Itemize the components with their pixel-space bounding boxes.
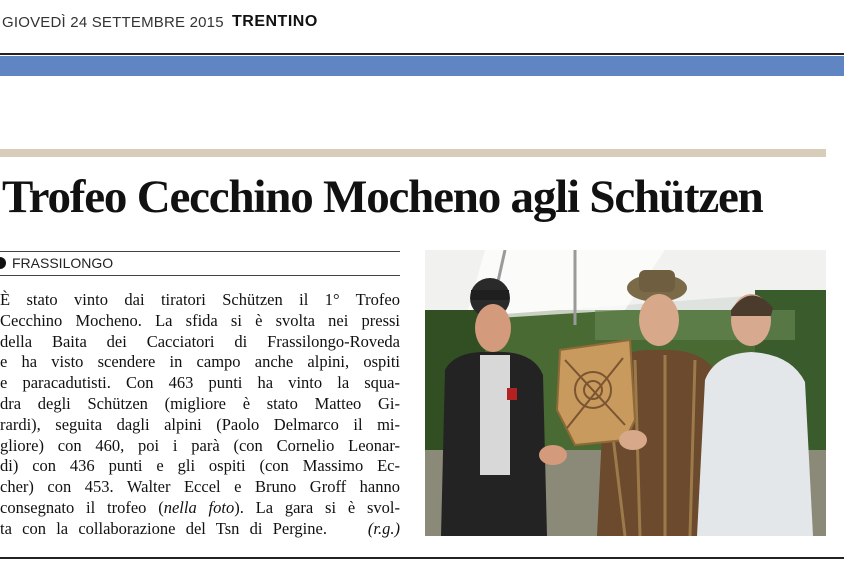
article-photo	[425, 250, 826, 536]
body-line: di) con 436 punti e gli ospiti (con Massimo Ec-	[0, 456, 400, 476]
masthead	[0, 10, 844, 36]
section-name: TRENTINO	[232, 13, 318, 30]
top-rule	[0, 53, 844, 55]
body-line: e ha visto scendere in campo anche alpini, ospiti	[0, 352, 400, 372]
kicker-text: FRASSILONGO	[12, 255, 114, 271]
kicker-rule-bottom	[0, 275, 400, 276]
article-body	[0, 290, 400, 540]
article-headline: Trofeo Cecchino Mocheno agli Schützen	[2, 171, 763, 223]
section-color-bar	[0, 56, 844, 76]
kicker	[0, 255, 113, 271]
body-line: consegnato il trofeo (nella foto). La gara si è svol-	[0, 497, 400, 517]
photo-reference: nella foto	[163, 497, 235, 517]
body-line: gliore) con 460, poi i parà (con Cornelio Leonar-	[0, 435, 400, 455]
body-line: e paracadutisti. Con 463 punti ha vinto la squa-	[0, 373, 400, 393]
body-line: della Baita dei Cacciatori di Frassilongo-Roveda	[0, 331, 400, 351]
kicker-marker-icon	[0, 257, 6, 269]
article-top-bar	[0, 149, 826, 157]
body-line: dra degli Schützen (migliore è stato Matteo Gi-	[0, 393, 400, 413]
body-line: rardi), seguita dagli alpini (Paolo Delmarco il mi-	[0, 414, 400, 434]
author-signature: (r.g.)	[367, 518, 401, 538]
body-line: È stato vinto dai tiratori Schützen il 1° Trofeo	[0, 290, 400, 309]
body-line-last: ta con la collaborazione del Tsn di Pergine. (r.g.)	[0, 518, 401, 538]
kicker-rule-top	[0, 251, 400, 252]
issue-date: GIOVEDÌ 24 SETTEMBRE 2015	[2, 14, 224, 31]
photo-illustration	[425, 250, 826, 536]
body-line: Cecchino Mocheno. La sfida si è svolta nei pressi	[0, 310, 400, 330]
bottom-rule	[0, 557, 844, 559]
body-line: cher) con 453. Walter Eccel e Bruno Groff hanno	[0, 477, 400, 497]
